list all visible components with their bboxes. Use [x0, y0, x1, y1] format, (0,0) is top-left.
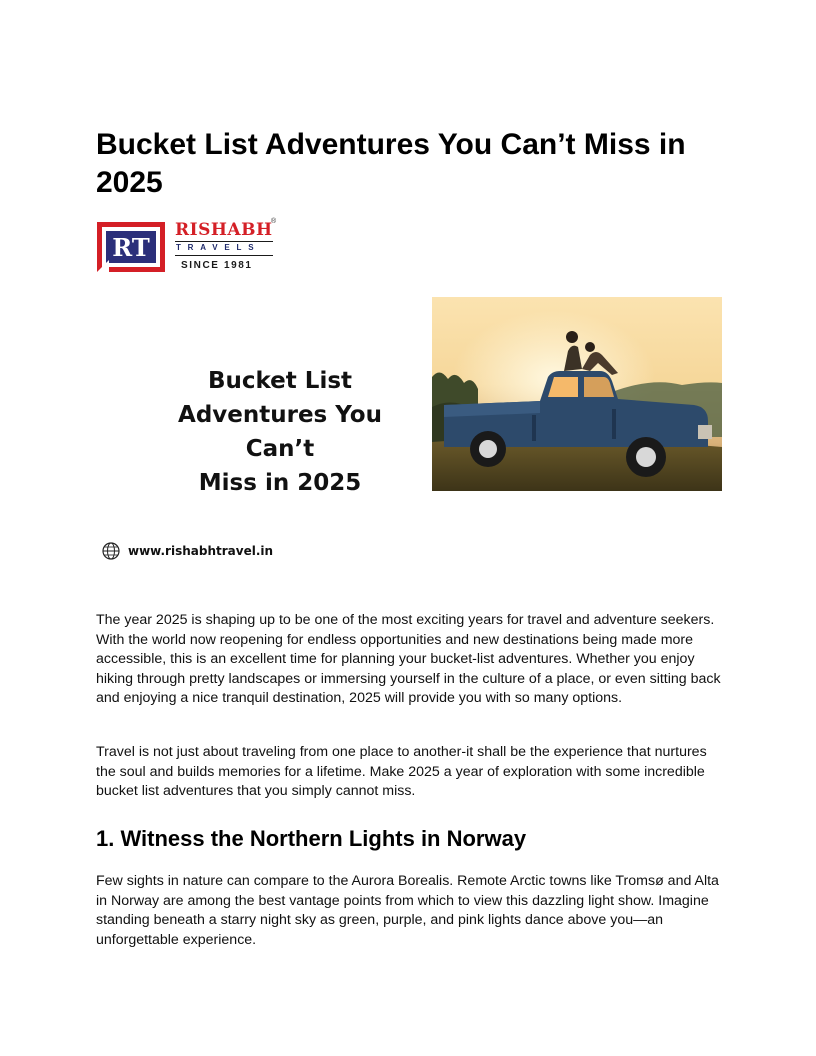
rishabh-travels-logo — [97, 220, 281, 274]
registered-mark: ® — [271, 218, 277, 225]
banner-line: Miss in 2025 — [198, 470, 362, 496]
website-url[interactable]: www.rishabhtravel.in — [128, 544, 274, 558]
intro-paragraph: The year 2025 is shaping up to be one of the most exciting years for travel and adventure seekers. With the world now reopening for endless opportunities and new destinations being made more accessible, this is an excellent time for planning your bucket-list adventures. Whether you enjoy hiking through pretty landscapes or immersing yourself in the culture of a place, or even sitting back and enjoying a nice tranquil destination, 2025 will provide you with so many options. — [96, 612, 721, 707]
logo-tagline: TRAVELS — [176, 243, 261, 252]
banner-line: Bucket List — [207, 368, 353, 394]
globe-icon — [102, 542, 120, 560]
logo-monogram-text: RT — [112, 233, 150, 262]
logo-since: SINCE 1981 — [181, 260, 253, 271]
logo-divider — [175, 255, 273, 256]
banner-heading — [140, 364, 420, 500]
article-title: Bucket List Adventures You Can’t Miss in 2025 — [96, 128, 686, 199]
rt-monogram-icon — [97, 222, 165, 272]
pickup-truck-sunset-photo — [432, 297, 722, 491]
logo-brand-name: RISHABH — [175, 220, 273, 240]
banner-line: Adventures You Can’t — [178, 402, 382, 462]
section-heading: 1. Witness the Northern Lights in Norway — [96, 826, 527, 851]
intro-paragraph: Travel is not just about traveling from one place to another-it shall be the experience that nurtures the soul and builds memories for a lifetime. Make 2025 a year of exploration with some incredible bucket list adventures that you simply cannot miss. — [96, 744, 707, 800]
logo-divider — [175, 241, 273, 242]
section-paragraph: Few sights in nature can compare to the Aurora Borealis. Remote Arctic towns like Tromsø and Alta in Norway are among the best vantage points from which to view this dazzling light show. Imagine standing beneath a starry night sky as green, purple, and pink lights dance above you—an unforgettable experience. — [96, 873, 719, 948]
website-link[interactable] — [102, 541, 273, 561]
